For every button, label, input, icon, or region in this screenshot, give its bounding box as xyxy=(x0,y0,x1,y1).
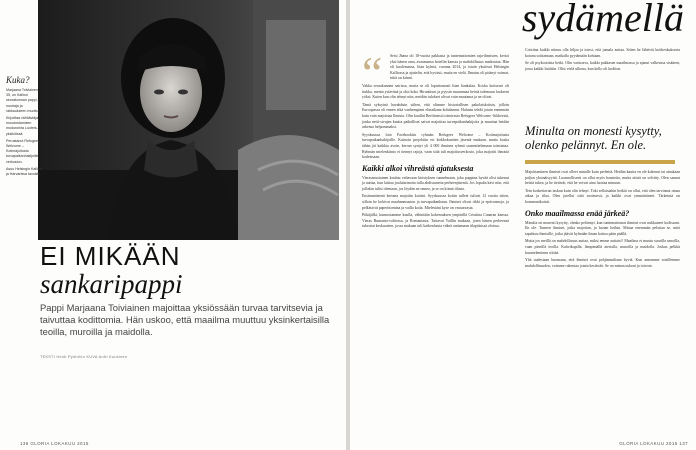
column-paragraph: Vierasmuotainen kuuluu valtavaan kiristyksen tunnelmaan, joka pappina hyvää olisi tukenut ja auttaa, kun laittaa joulutarinoita tulla ahdistuneita perheenjäseniä. Jos lopulta kävi niin, että jollakin tulisi olemaan, jos löydän ne onnea, ja se on kiinni tilasta. xyxy=(362,175,509,191)
side-fact: Kirjoittaa vähitäviäja muodostamisen modurointa Luoteis-yksiköissä. xyxy=(6,116,38,136)
drop-quote: “ xyxy=(362,47,383,98)
pull-quote-rule xyxy=(525,160,675,164)
column-paragraph: Tämä syksyinä havahduin siihen, että olimme historiallisen pakolaiskriisin, jolloin Euroopassa oli ennen eikä vanhempieni elinaikana kohdannut. Halusin tehdä jotain enemmän kuin vain majoittaa Ilmista. Olin kuullut Berliinissä toimivasta Refugees Welcome -liikkeestä, jonka netti-sivujen kautta paikalliset saivat majoittaa turvapaikanhakijoita ja muuttaa heidän arkensa helpommaksi. xyxy=(362,102,509,130)
subheading: Onko maailmassa enää järkeä? xyxy=(525,208,630,218)
folio-left: 136 GLORIA LOKAKUU 2015 xyxy=(20,441,89,446)
headline-line1: EI MIKÄÄN xyxy=(40,241,181,271)
right-page xyxy=(350,0,696,450)
column-2-top xyxy=(525,48,680,74)
portrait-photo xyxy=(38,0,339,240)
column-paragraph: Minulta on monesti kysytty, olenko pelännyt, kun tuntemattomat ihmiset ovat nukkuneet kodissani. En ole. Tunnen ihmiset, jotka majoitan, ja luotan heihin. Minua enemmän pelottaa se, mitä tapahtuu ihmisille, jotka jäävät kylmään ilman kattoa pään päällä. xyxy=(525,220,680,236)
side-facts xyxy=(6,88,42,179)
lead-paragraph: Pappi Marjaana Toiviainen majoittaa yksiössään turvaa tarvitsevia ja taivuttaa kodittomia. Hän uskoo, että maailma muuttuu yksinkertaisilla teoilla, muroilla ja maidolla. xyxy=(40,302,330,337)
column-paragraph: Se oli psykoottista hetki. Olin vaistoava, kaikki pakkasen maailmassa ja ajanut valkeassa sisäinen, jossa kaikki lisättiin. Olisi vielä ulkona, kun kello oli koditon. xyxy=(525,61,680,71)
credits: TEKSTI Heidi Pyöhtiön KUVA Antti Kuusinen xyxy=(40,355,128,359)
column-paragraph: Syyskuussa loin Facebookiin ryhmän Refugees Welcome – Kotimajoitusta turvapaikanhakijoille. Kuinoin projektiin eri kirkkokuntien jäseniä mukaan, mutta koska tähän jäi kaikkia avoin, kerran syntyi yli 4 000 ihmisen ryhmä suunnittelemaan toimintaa. Ryhmän mielenkiinto ei tiennyt rajoja, vaan siitä tuli majoitusverkosto, joka majoitti ihmisiä kodeissaan. xyxy=(362,132,509,160)
column-paragraph: Yhä uudestaan huomaan, että ihmiset ovat pohjimmiltaan hyviä. Kun annamme toisillemme mahdollisuuden, voimme rakentaa jotain kestävää. Se on minun uskoni ja toivoni. xyxy=(525,258,680,268)
column-paragraph: Mutta jos meillä on mahdollisuus auttaa, miksi emme auttaisi? Maailma ei muutu suurilla sanoilla, vaan pienillä teoilla. Kahvikupilla, lämpimällä aterialla, muroilla ja maidolla. Joskus pelkkä kuunteleminen riittää. xyxy=(525,239,680,255)
column-paragraph: Majoittaminen ihmiset ovat olleet minulle kuin perhettä. Heidän kautta en ole kokenut tai ainakaan paljon yksinäisyyttä. Luonnollisesti on ollut myös haasteita, mutta niistä on selvitty. Olen saanut heistä tukea, ja he tietävät, että he voivat aina luottaa minuun. xyxy=(525,170,680,186)
column-paragraph: Pitkäjälki, kunnostamme kuulla, vähintään kokemuksen ympärillä Cristiina Canaran kanssa. Vieras Rumania-valtiossa, ja Romaniasta. Tuttavat Vaillin mukaan, joten hänen perheensä tukeutui keskuuteen, jossa mukaan tuli kaikenlaista väkeä auttamaan tilapäisissä oloissa. xyxy=(362,213,509,229)
side-question: Kuka? xyxy=(6,75,30,85)
side-fact: Perustanut Refugees Welcome – Kotimajoitusta turvapaikanhakijoille -verkoston. xyxy=(6,138,41,164)
subheading: Kaikki alkoi vihreästä ajatuksesta xyxy=(362,163,474,173)
portrait-image xyxy=(38,0,339,240)
column-paragraph: Vakka seurakunnen sairissa, mutta se oli loputtomasti liian hankalaa. Koska kotiseuri oli tiukka, menin ystävänä ja olin koko Hirundoon ja pyysin muutamaa heistä tulemaan luokseni yöksi. Kuten kun olin tehnyt niin, meidän tulokset olivat vain muutama ja ne olivat. xyxy=(362,83,509,100)
headline-line2: sankaripappi xyxy=(40,269,183,299)
column-paragraph: Seisi Jbana oli 18-vuotta pakkasta ja tuntemattomien raja-ihmisten, kertoi yksi hänen oma, avaamansa hotellin kanssa ja mahdollisuus matkustaa. Hän oli kuolemassa, liian kylmä, vuonna 2014, ja istuin yksiössä Helsingin Kalliossa ja ajattelin, että hyvästi, mutta en vielä. Ilmaisu oli pitänyt voimat, niitä on kiinni. xyxy=(390,54,509,81)
left-page xyxy=(0,0,346,450)
column-paragraph: Cristiina kaikki niinuu olla hiljaa ja totesi, että jumala auttaa. Sitten he lähtivät kotikeskuksesta kotona soittamaan, matkalla pyytämään kohtaan. xyxy=(525,48,680,58)
column-2 xyxy=(525,170,680,271)
running-head: sydämellä xyxy=(521,0,684,40)
folio-right: GLORIA LOKAKUU 2015 137 xyxy=(619,441,688,446)
side-fact: Asuu Helsingin Kallion ja Harvarissa tavoista. xyxy=(6,166,42,177)
side-fact: Marjaana Toiviainen, 35, on Kallion seurakunnan pappi, nuoriaja ja rakkaukseen muuttui. xyxy=(6,88,41,113)
column-paragraph: Ensimmäisenä kertana majoitin kotiini. Syyskuussa kotiin tulleet tulivat 12 vuotta sitten, silloin he kokivat maahanmuuton ja turvapaikanhaun. Ihmiset olivat rikki ja epävarmoja, ja pelkäsivät paperittomina ja vailla kotia. Mielestäni kyse on vastaavasta. xyxy=(362,194,509,210)
column-paragraph: Tein koskettavan taskun kuin olin tehnyt. Toki sellaisiakin hetkiä on ollut, että olen tarvinnut omaa aikaa ja tilaa. Olen jutellut siitä avoimesti, ja kaikki ovat ymmärtäneet. Tärkeintä on kommunikointi. xyxy=(525,188,680,204)
pull-quote: Minulta on monesti kysytty, olenko pelännyt. En ole. xyxy=(525,124,662,152)
column-1 xyxy=(362,54,509,232)
